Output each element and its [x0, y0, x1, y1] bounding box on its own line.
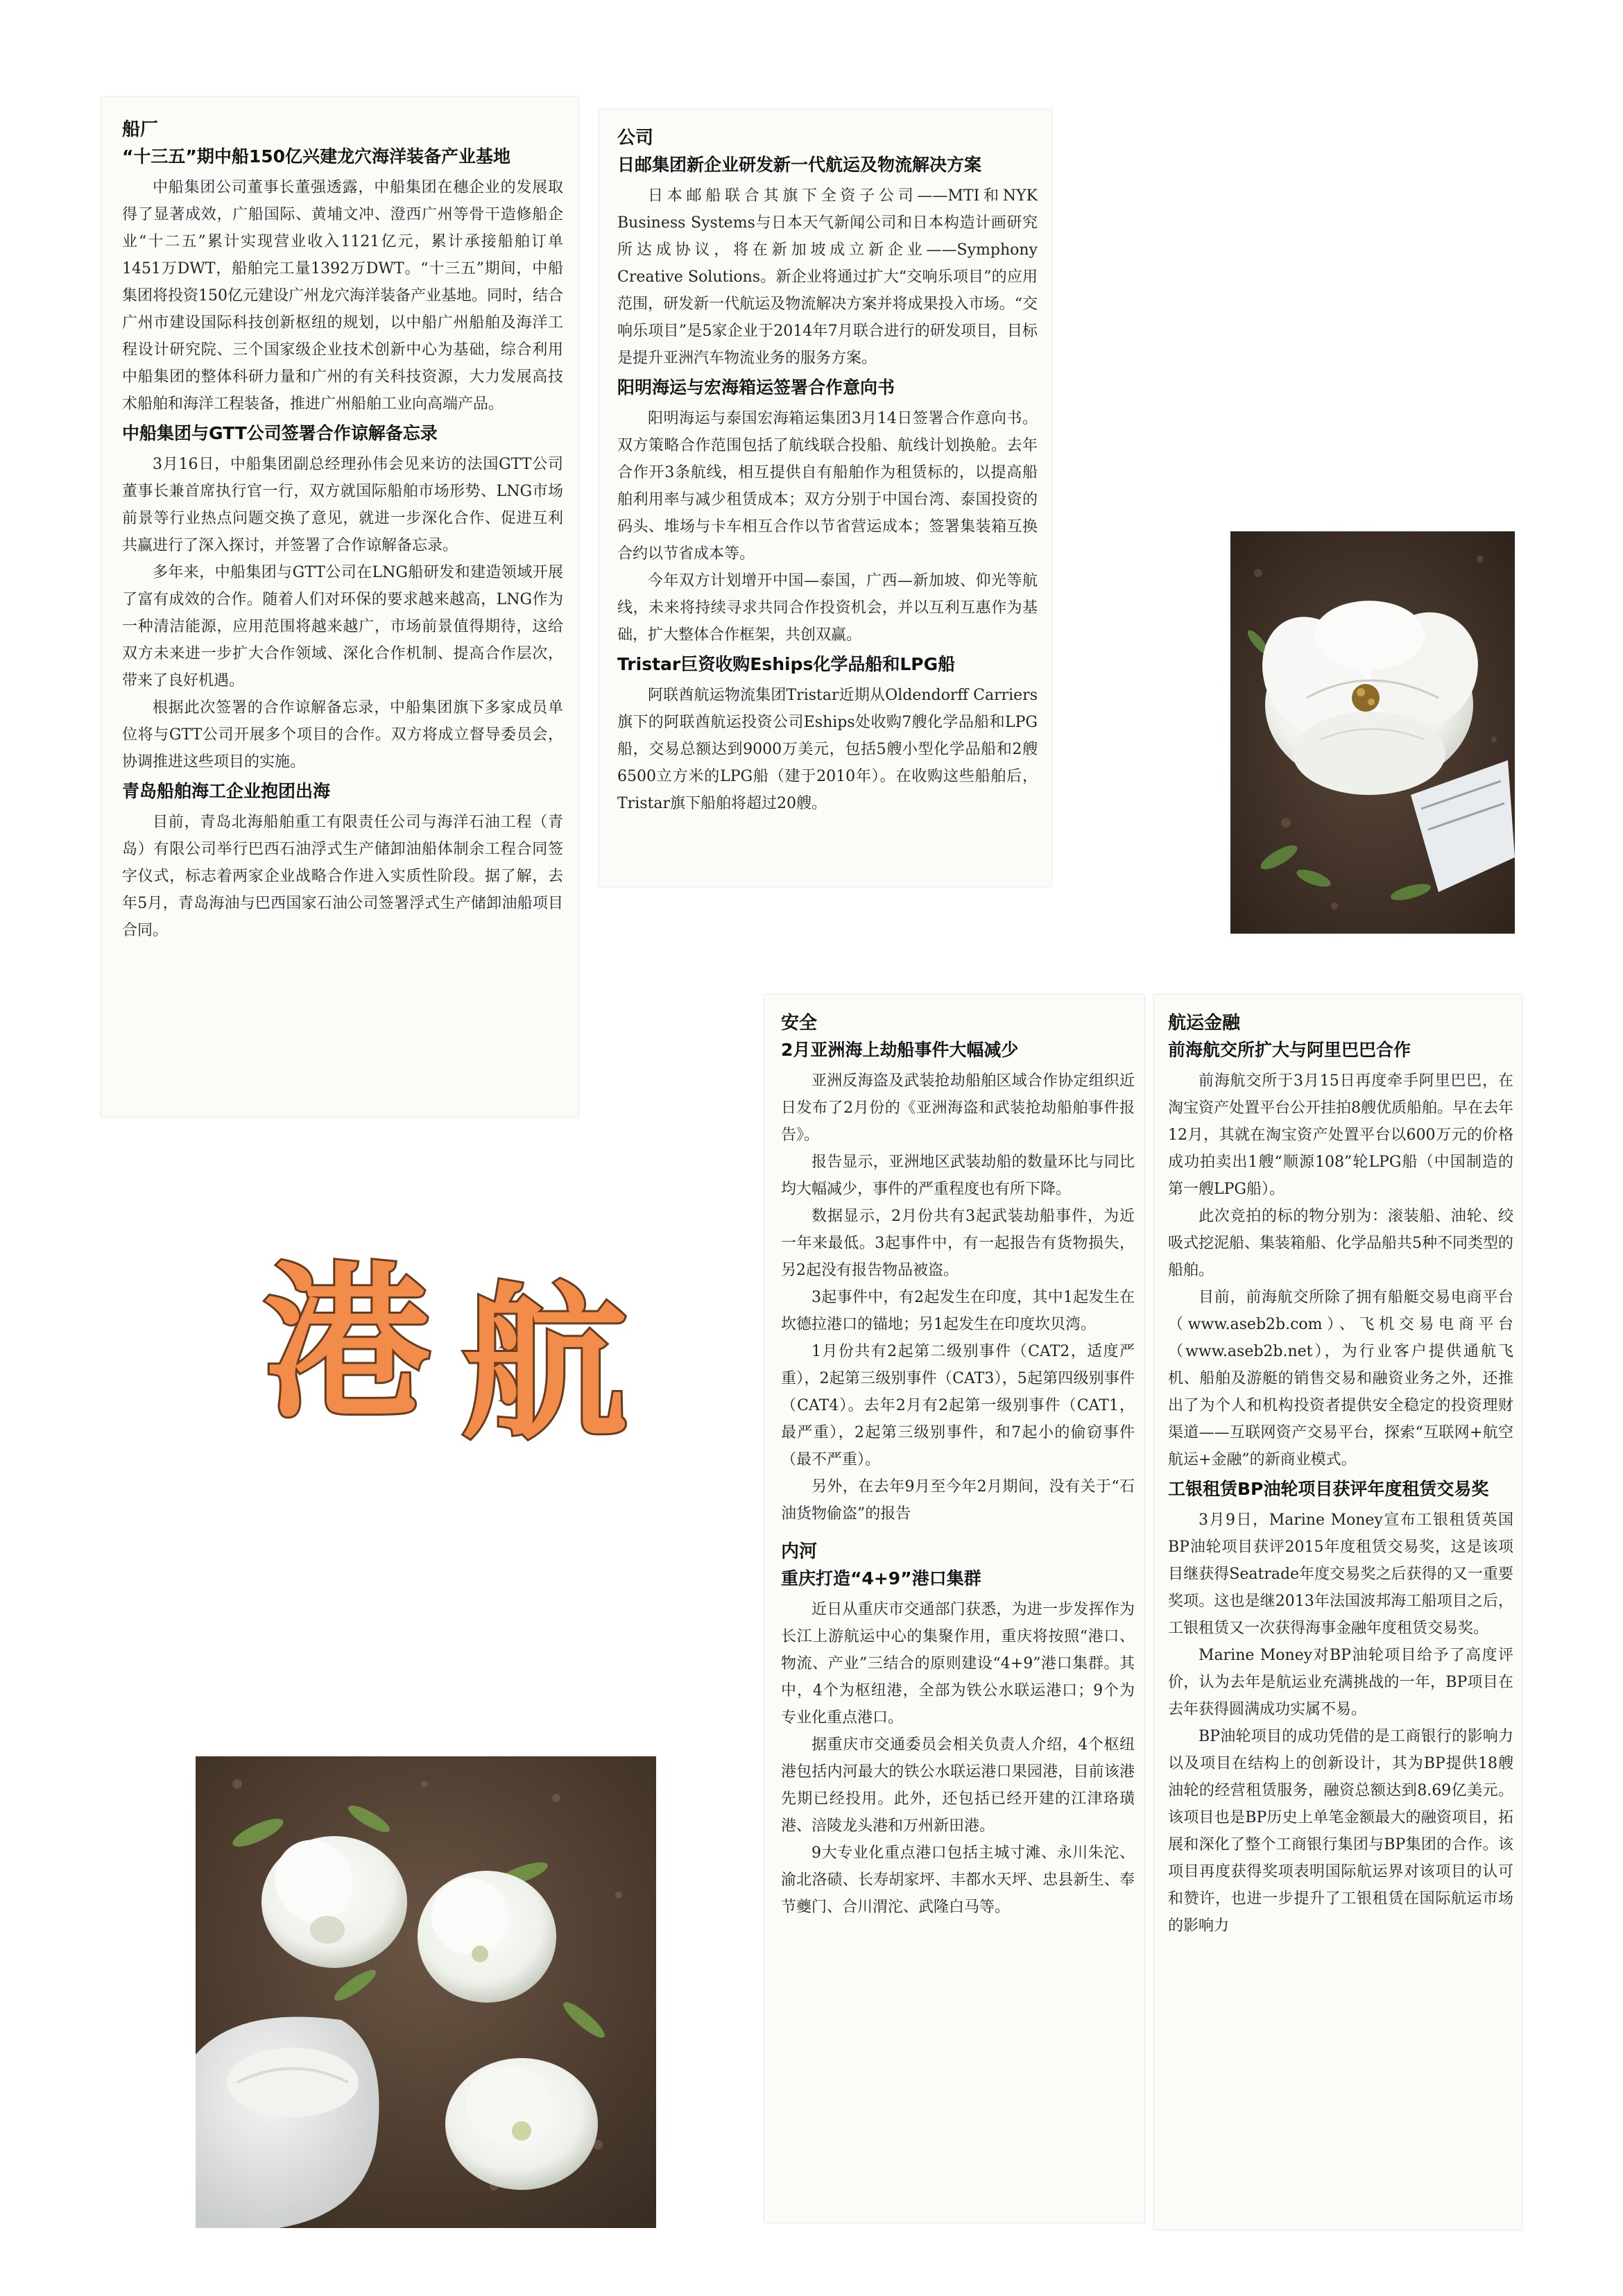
- finance-column: [1154, 995, 1522, 2229]
- article-paragraph: 报告显示，亚洲地区武装劫船的数量环比与同比均大幅减少，事件的严重程度也有所下降。: [781, 1154, 1135, 1198]
- article: [1168, 1477, 1513, 1939]
- article: [781, 1038, 1135, 1527]
- shipyard-column: [101, 97, 578, 1117]
- section-heading-shipyard: 船厂: [122, 119, 159, 140]
- article-paragraph: 亚洲反海盗及武装抢劫船舶区域合作协定组织近日发布了2月份的《亚洲海盗和武装抢劫船舶事件报告》。: [781, 1072, 1135, 1144]
- company-column: [599, 110, 1051, 886]
- article-paragraph: BP油轮项目的成功凭借的是工商银行的影响力以及项目在结构上的创新设计，其为BP提供18艘油轮的经营租赁服务，融资总额达到8.69亿美元。该项目也是BP历史上单笔金额最大的融资项目，拓展和深化了整个工商银行集团与BP集团的合作。该项目再度获得奖项表明国际航运界对该项目的认可和赞许，也进一步提升了工银租赁在国际航运市场的影响力: [1168, 1728, 1513, 1935]
- article-paragraph: 此次竞拍的标的物分别为：滚装船、油轮、绞吸式挖泥船、集装箱船、化学品船共5种不同类型的船舶。: [1168, 1208, 1513, 1279]
- article: [617, 153, 1038, 372]
- article: [617, 376, 1038, 649]
- title-char-shipping: 航: [461, 1267, 628, 1462]
- section-heading-finance: 航运金融: [1168, 1013, 1241, 1034]
- flower-photo-bottom: [196, 1756, 656, 2228]
- article: [122, 780, 563, 944]
- article-title: 2月亚洲海上劫船事件大幅减少: [781, 1040, 1019, 1060]
- article-title: 中船集团与GTT公司签署合作谅解备忘录: [122, 423, 438, 443]
- article-paragraph: 1月份共有2起第二级别事件（CAT2，适度严重），2起第三级别事件（CAT3），5起第四级别事件（CAT4）。去年2月有2起第一级别事件（CAT1，最严重），2起第三级别事件，和7起小的偷窃事件（最不严重）。: [781, 1343, 1135, 1468]
- article-paragraph: 3月9日，Marine Money宣布工银租赁英国BP油轮项目获评2015年度租赁交易奖，这是该项目继获得Seatrade年度交易奖之后获得的又一重要奖项。这也是继2013年法国波邦海工船项目之后，工银租赁又一次获得海事金融年度租赁交易奖。: [1168, 1511, 1513, 1637]
- article-title: 青岛船舶海工企业抱团出海: [122, 781, 331, 801]
- title-art-harbor-shipping: [250, 1242, 649, 1471]
- article-title: Tristar巨资收购Eships化学品船和LPG船: [617, 654, 956, 674]
- section-heading-company: 公司: [617, 128, 654, 148]
- article-paragraph: 据重庆市交通委员会相关负责人介绍，4个枢纽港包括内河最大的铁公水联运港口果园港，目前该港先期已经投用。此外，还包括已经开建的江津珞璜港、涪陵龙头港和万州新田港。: [781, 1736, 1135, 1835]
- article-paragraph: 目前，前海航交所除了拥有船艇交易电商平台（www.aseb2b.com）、飞机交易电商平台（www.aseb2b.net），为行业客户提供通航飞机、船舶及游艇的销售交易和融资业务之外，还推出了为个人和机构投资者提供安全稳定的投资理财渠道——互联网资产交易平台，探索“互联网+航空航运+金融”的新商业模式。: [1168, 1289, 1513, 1468]
- article-title: 前海航交所扩大与阿里巴巴合作: [1168, 1040, 1411, 1060]
- article-paragraph: 阿联酋航运物流集团Tristar近期从Oldendorff Carriers旗下的阿联酋航运投资公司Eships处收购7艘化学品船和LPG船，交易总额达到9000万美元，包括5艘小型化学品船和2艘6500立方米的LPG船（建于2010年）。在收购这些船舶后，Tristar旗下船舶将超过20艘。: [617, 687, 1038, 812]
- article-paragraph: 3月16日，中船集团副总经理孙伟会见来访的法国GTT公司董事长兼首席执行官一行，双方就国际船舶市场形势、LNG市场前景等行业热点问题交换了意见，就进一步深化合作、促进互利共赢进行了深入探讨，并签署了合作谅解备忘录。: [122, 456, 563, 554]
- article-title: 工银租赁BP油轮项目获评年度租赁交易奖: [1168, 1479, 1489, 1499]
- title-char-harbor: 港: [263, 1246, 431, 1441]
- article: [617, 653, 1038, 817]
- article: [781, 1567, 1135, 1921]
- article-paragraph: Marine Money对BP油轮项目给予了高度评价，认为去年是航运业充满挑战的一年，BP项目在去年获得圆满成功实属不易。: [1168, 1647, 1513, 1718]
- article-title: “十三五”期中船150亿兴建龙穴海洋装备产业基地: [122, 146, 511, 166]
- article-paragraph: 多年来，中船集团与GTT公司在LNG船研发和建造领域开展了富有成效的合作。随着人们对环保的要求越来越高，LNG作为一种清洁能源，应用范围将越来越广，市场前景值得期待，这给双方未来进一步扩大合作领域、深化合作机制、提高合作层次，带来了良好机遇。: [122, 564, 563, 689]
- safety-inland-column: [764, 995, 1144, 2222]
- article-title: 阳明海运与宏海箱运签署合作意向书: [617, 377, 895, 397]
- article-title: 日邮集团新企业研发新一代航运及物流解决方案: [617, 155, 982, 175]
- article: [122, 145, 563, 418]
- article-paragraph: 近日从重庆市交通部门获悉，为进一步发挥作为长江上游航运中心的集聚作用，重庆将按照“港口、物流、产业”三结合的原则建设“4+9”港口集群。其中，4个为枢纽港，全部为铁公水联运港口；9个为专业化重点港口。: [781, 1601, 1135, 1727]
- article-paragraph: 日本邮船联合其旗下全资子公司——MTI和NYK Business Systems与日本天气新闻公司和日本构造计画研究所达成协议，将在新加坡成立新企业——Symphony Creative Solutions。新企业将通过扩大“交响乐项目”的应用范围，研发新一代航运及物流解决方案并将成果投入市场。“交响乐项目”是5家企业于2014年7月联合进行的研发项目，目标是提升亚洲汽车物流业务的服务方案。: [617, 187, 1038, 367]
- article-paragraph: 中船集团公司董事长董强透露，中船集团在穗企业的发展取得了显著成效，广船国际、黄埔文冲、澄西广州等骨干造修船企业“十二五”累计实现营业收入1121亿元，累计承接船舶订单1451万DWT，船舶完工量1392万DWT。“十三五”期间，中船集团将投资150亿元建设广州龙穴海洋装备产业基地。同时，结合广州市建设国际科技创新枢纽的规划，以中船广州船舶及海洋工程设计研究院、三个国家级企业技术创新中心为基础，综合利用中船集团的整体科研力量和广州的有关科技资源，大力发展高技术船舶和海洋工程装备，推进广州船舶工业向高端产品。: [122, 179, 563, 413]
- article-paragraph: 目前，青岛北海船舶重工有限责任公司与海洋石油工程（青岛）有限公司举行巴西石油浮式生产储卸油船体制余工程合同签字仪式，标志着两家企业战略合作进入实质性阶段。据了解，去年5月，青岛海油与巴西国家石油公司签署浮式生产储卸油船项目合同。: [122, 814, 563, 939]
- article-paragraph: 3起事件中，有2起发生在印度，其中1起发生在坎德拉港口的锚地；另1起发生在印度坎贝湾。: [781, 1289, 1135, 1333]
- article-title: 重庆打造“4+9”港口集群: [781, 1568, 981, 1588]
- article-paragraph: 阳明海运与泰国宏海箱运集团3月14日签署合作意向书。双方策略合作范围包括了航线联合投船、航线计划换舱。去年合作开3条航线，相互提供自有船舶作为租赁标的，以提高船舶利用率与减少租赁成本；双方分别于中国台湾、泰国投资的码头、堆场与卡车相互合作以节省营运成本；签署集装箱互换合约以节省成本等。: [617, 410, 1038, 563]
- article-paragraph: 前海航交所于3月15日再度牵手阿里巴巴，在淘宝资产处置平台公开挂拍8艘优质船舶。早在去年12月，其就在淘宝资产处置平台以600万元的价格成功拍卖出1艘“顺源108”轮LPG船（中国制造的第一艘LPG船）。: [1168, 1072, 1513, 1198]
- article-paragraph: 数据显示，2月份共有3起武装劫船事件，为近一年来最低。3起事件中，有一起报告有货物损失，另2起没有报告物品被盗。: [781, 1208, 1135, 1279]
- section-heading-inland: 内河: [781, 1541, 818, 1562]
- article-paragraph: 另外，在去年9月至今年2月期间，没有关于“石油货物偷盗”的报告: [781, 1478, 1135, 1523]
- section-heading-safety: 安全: [781, 1013, 818, 1034]
- article-paragraph: 根据此次签署的合作谅解备忘录，中船集团旗下多家成员单位将与GTT公司开展多个项目的合作。双方将成立督导委员会，协调推进这些项目的实施。: [122, 699, 563, 771]
- article-paragraph: 9大专业化重点港口包括主城寸滩、永川朱沱、渝北洛碛、长寿胡家坪、丰都水天坪、忠县新生、奉节夔门、合川渭沱、武隆白马等。: [781, 1844, 1135, 1916]
- article-paragraph: 今年双方计划增开中国—泰国，广西—新加坡、仰光等航线，未来将持续寻求共同合作投资机会，并以互利互惠作为基础，扩大整体合作框架，共创双赢。: [617, 572, 1038, 644]
- article: [1168, 1038, 1513, 1473]
- article: [122, 422, 563, 776]
- flower-photo-top: [1230, 531, 1515, 934]
